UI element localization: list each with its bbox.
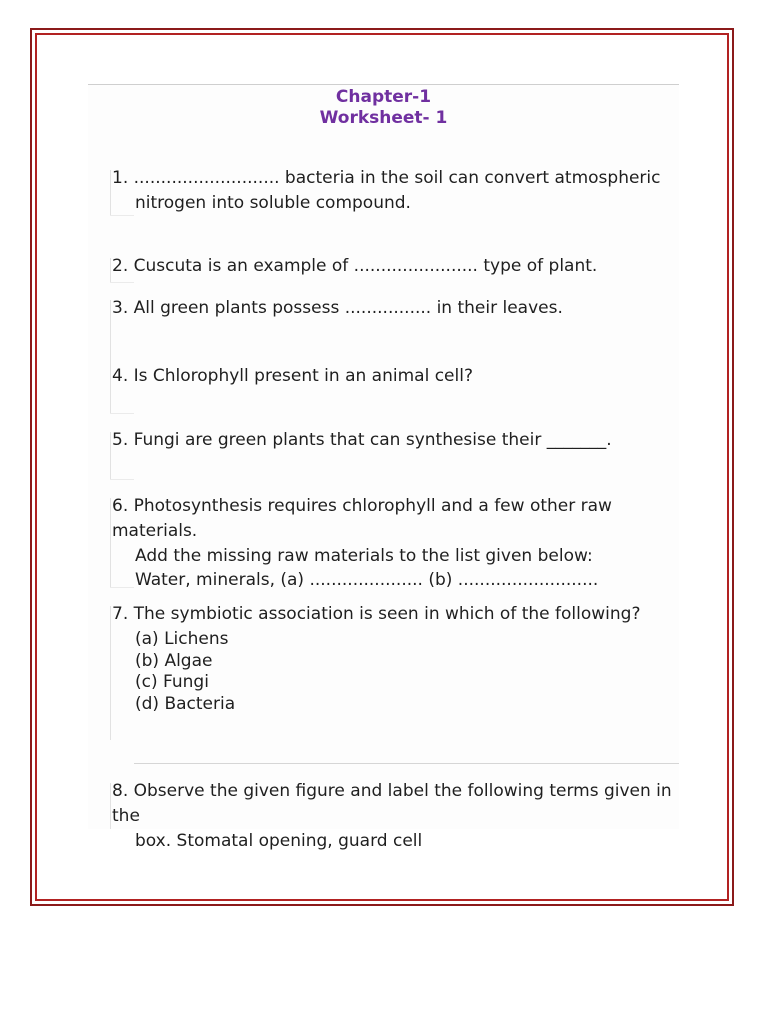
option-d: (d) Bacteria bbox=[135, 693, 236, 714]
question-6-text: 6. Photosynthesis requires chlorophyll and a few other raw materials. bbox=[112, 496, 612, 541]
answer-tick-5 bbox=[110, 479, 134, 480]
answer-margin-2 bbox=[110, 258, 111, 282]
question-6-text-cont: Add the missing raw materials to the list given below: bbox=[135, 546, 593, 566]
question-3-text: 3. All green plants possess ................ in their leaves. bbox=[112, 298, 563, 318]
question-3 bbox=[112, 296, 687, 321]
question-1-text-cont: nitrogen into soluble compound. bbox=[135, 193, 411, 213]
answer-margin-5 bbox=[110, 432, 111, 479]
question-6-blanks: Water, minerals, (a) ..................... (b) .......................... bbox=[135, 570, 599, 590]
option-c: (c) Fungi bbox=[135, 672, 209, 692]
question-7-text: 7. The symbiotic association is seen in which of the following? bbox=[112, 604, 641, 624]
question-7 bbox=[112, 602, 687, 715]
worksheet-title: Worksheet- 1 bbox=[319, 108, 448, 128]
question-5 bbox=[112, 428, 687, 453]
answer-tick-2 bbox=[110, 282, 134, 283]
answer-margin-1 bbox=[110, 170, 111, 215]
question-1 bbox=[112, 166, 687, 216]
answer-margin-6 bbox=[110, 498, 111, 587]
option-b: (b) Algae bbox=[135, 650, 213, 671]
answer-margin-8 bbox=[110, 783, 111, 829]
question-6 bbox=[112, 494, 687, 591]
answer-margin-7 bbox=[110, 606, 111, 740]
answer-tick-4 bbox=[110, 413, 134, 414]
question-2 bbox=[112, 254, 687, 279]
question-5-text: 5. Fungi are green plants that can synthesise their _______. bbox=[112, 430, 612, 450]
question-1-text: 1. ........................... bacteria in the soil can convert atmospheric bbox=[112, 168, 661, 188]
section-divider bbox=[134, 763, 679, 764]
question-8-text: 8. Observe the given figure and label the following terms given in the bbox=[112, 781, 672, 826]
chapter-title: Chapter-1 bbox=[335, 87, 432, 107]
question-4 bbox=[112, 364, 687, 389]
top-divider bbox=[88, 84, 679, 85]
question-8 bbox=[112, 779, 687, 854]
question-4-text: 4. Is Chlorophyll present in an animal cell? bbox=[112, 366, 473, 386]
question-2-text: 2. Cuscuta is an example of ....................... type of plant. bbox=[112, 256, 598, 276]
question-8-text-cont: box. Stomatal opening, guard cell bbox=[135, 831, 423, 851]
answer-margin-3-4 bbox=[110, 300, 111, 413]
option-a: (a) Lichens bbox=[135, 629, 229, 649]
